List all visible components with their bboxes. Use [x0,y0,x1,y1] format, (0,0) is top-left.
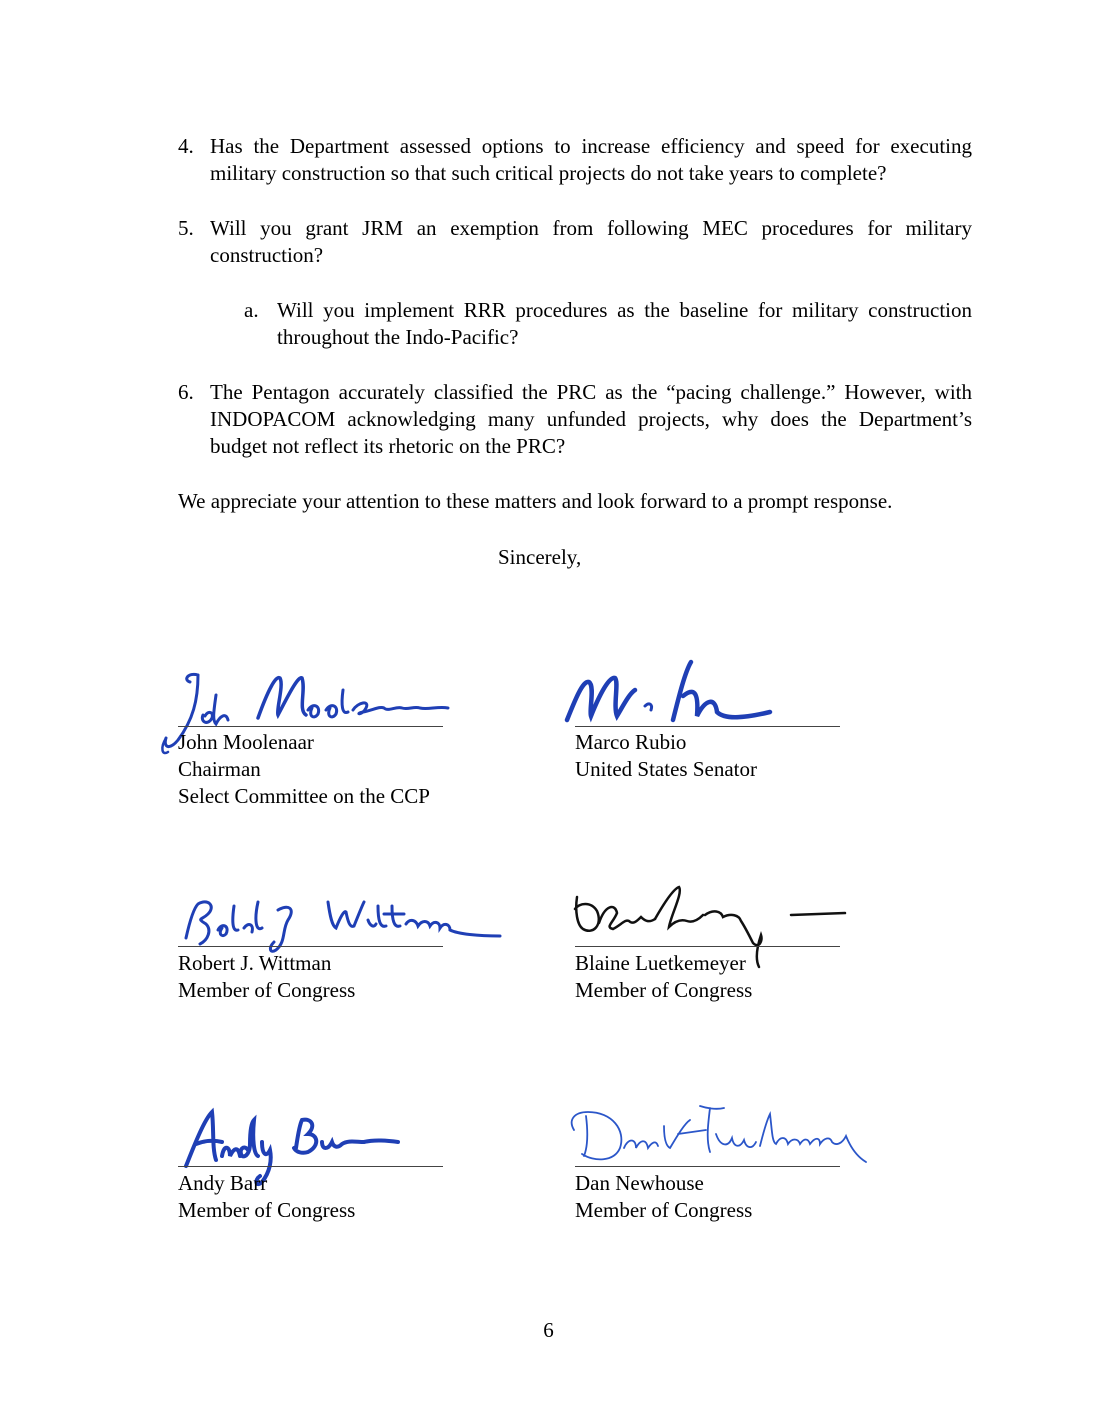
signatory-name: Andy Barr [178,1171,268,1195]
signatory-name: Dan Newhouse [575,1171,704,1195]
question-6 [178,379,972,460]
closing-paragraph: We appreciate your attention to these matters and look forward to a prompt response. [178,489,893,513]
signature-line [575,726,840,727]
signatory-name: John Moolenaar [178,730,314,754]
signatory-title: Member of Congress [575,978,753,1002]
question-4 [178,133,972,187]
signature-line [178,946,443,947]
signature-line [178,726,443,727]
sincerely-line: Sincerely, [498,545,582,569]
signatory-title: Member of Congress [178,978,356,1002]
signatory-details [178,729,430,810]
signature-line [178,1166,443,1167]
signatory-title: Member of Congress [575,1198,753,1222]
question-number: 5. [178,216,194,240]
question-5a [244,297,972,351]
signatory-details [575,1170,752,1224]
signature-line [575,946,840,947]
question-5 [178,215,972,269]
signatory-title-committee: Select Committee on the CCP [178,784,430,808]
question-number: 6. [178,380,194,404]
question-text: The Pentagon accurately classified the PRC as the “pacing challenge.” However, with INDOPACOM acknowledging many unfunded projects, why does the Department’s budget not reflect its rhetoric on the PRC? [210,380,972,458]
signatory-details [178,950,355,1004]
signatory-title: Chairman [178,757,261,781]
signatory-title: Member of Congress [178,1198,356,1222]
signature-line [575,1166,840,1167]
question-text: Will you grant JRM an exemption from following MEC procedures for military construction? [210,216,972,267]
question-number: 4. [178,134,194,158]
signatory-name: Blaine Luetkemeyer [575,951,746,975]
signatory-title: United States Senator [575,757,757,781]
signatory-name: Marco Rubio [575,730,687,754]
question-text: Has the Department assessed options to increase efficiency and speed for executing military construction so that such critical projects do not take years to complete? [210,134,972,185]
page-number: 6 [543,1318,554,1342]
signatory-details [575,950,752,1004]
signatory-details [575,729,757,783]
signatory-details [178,1170,355,1224]
subquestion-number: a. [244,298,259,322]
subquestion-text: Will you implement RRR procedures as the baseline for military construction throughout the Indo-Pacific? [277,298,972,349]
signature-wittman [178,880,508,960]
signatory-name: Robert J. Wittman [178,951,332,975]
